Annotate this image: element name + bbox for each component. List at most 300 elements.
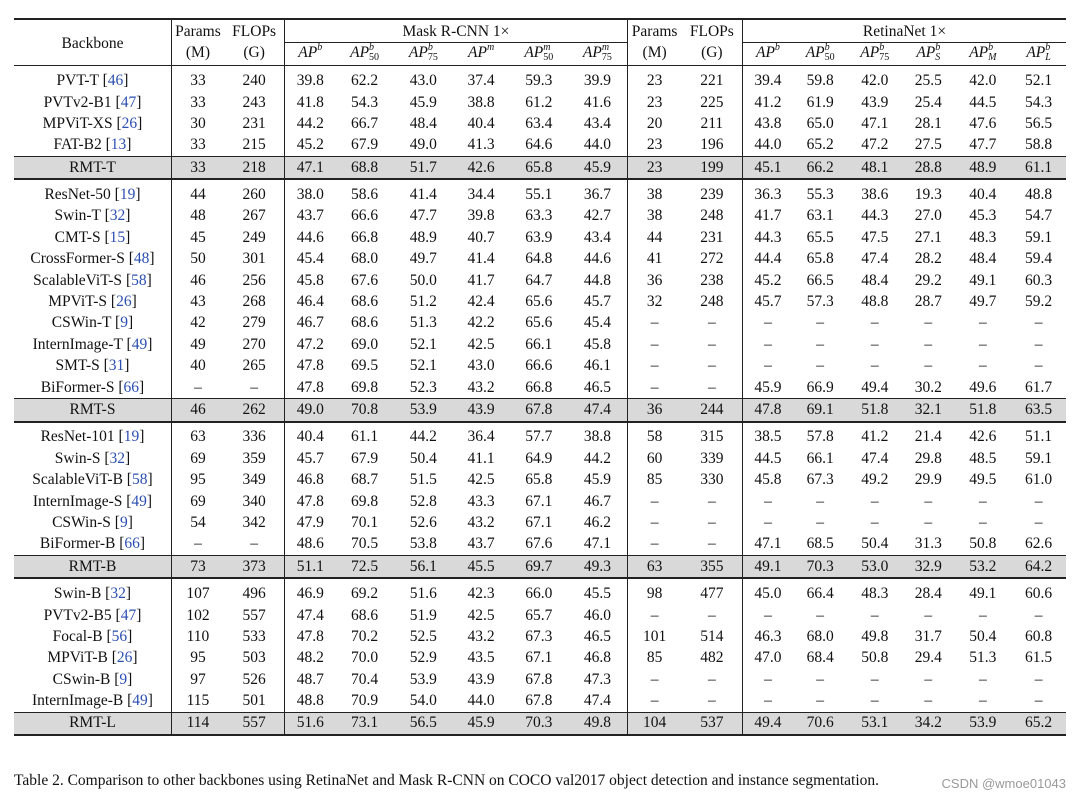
retina-metric-value: – bbox=[743, 356, 793, 377]
retina-metric-value: 60.6 bbox=[1011, 578, 1066, 604]
retina-metric-value: 42.6 bbox=[955, 422, 1012, 448]
retina-metric-value: 29.2 bbox=[914, 271, 942, 289]
mask-metric-value: 45.2 bbox=[285, 135, 335, 157]
params-mask: – bbox=[171, 377, 223, 399]
metric-sub: 50 bbox=[369, 52, 380, 64]
mask-metric-value: 45.8 bbox=[285, 270, 335, 291]
table-row bbox=[14, 377, 1066, 399]
retina-metric-value: 48.3 bbox=[969, 228, 997, 246]
table-row bbox=[14, 179, 1066, 205]
params-retina: – bbox=[627, 669, 682, 690]
retina-metric-value: – bbox=[743, 313, 793, 334]
mask-metric-value: 46.2 bbox=[583, 513, 611, 531]
flops-retina: – bbox=[707, 692, 716, 710]
flops-retina: – bbox=[707, 378, 716, 396]
params-mask: 107 bbox=[171, 578, 223, 604]
flops-retina: 272 bbox=[700, 250, 724, 268]
ours-row bbox=[14, 157, 1066, 180]
retina-metric-value: 54.3 bbox=[1025, 93, 1053, 111]
mask-metric-value: 47.3 bbox=[583, 670, 611, 688]
retina-metric-value: 70.6 bbox=[793, 712, 848, 735]
mask-metric-value: 43.2 bbox=[467, 513, 495, 531]
mask-metric-value: 41.3 bbox=[467, 136, 495, 154]
mask-metric-value: 41.4 bbox=[467, 250, 495, 268]
mask-metric-value: 43.7 bbox=[467, 535, 495, 553]
retina-metric-value: 57.3 bbox=[806, 293, 834, 311]
mask-metric-value: 45.5 bbox=[568, 578, 627, 604]
mask-metric-value: 54.3 bbox=[351, 93, 379, 111]
retina-metric-value: – bbox=[816, 335, 825, 353]
mask-metric-value: 67.8 bbox=[525, 692, 553, 710]
mask-metric-value: 64.7 bbox=[525, 271, 553, 289]
backbone-label: CrossFormer-S bbox=[30, 250, 125, 268]
citation-link[interactable]: 47 bbox=[120, 606, 137, 624]
retina-metric-value: 52.1 bbox=[1025, 72, 1053, 90]
citation-link[interactable]: 19 bbox=[123, 428, 140, 446]
ours-row bbox=[14, 399, 1066, 422]
results-table bbox=[14, 18, 1066, 736]
citation-link[interactable]: 49 bbox=[132, 692, 148, 710]
mask-metric-value: 68.7 bbox=[351, 471, 379, 489]
mask-metric-value: 43.2 bbox=[467, 627, 495, 645]
retina-metric-value: 51.8 bbox=[955, 399, 1012, 422]
retina-metric-value: – bbox=[743, 512, 793, 533]
mask-metric-value: 69.5 bbox=[351, 357, 379, 375]
mask-metric-value: 46.7 bbox=[285, 313, 335, 334]
retina-metric-value: 66.9 bbox=[806, 378, 834, 396]
backbone-name: ScalableViT-B [58] bbox=[32, 471, 153, 489]
mask-metric-value: 51.6 bbox=[285, 712, 335, 735]
backbone-group bbox=[14, 179, 1066, 421]
table-row bbox=[14, 626, 1066, 647]
mask-metric-value: 47.2 bbox=[285, 334, 335, 355]
backbone-name: BiFormer-S [66] bbox=[40, 378, 145, 396]
retina-metric-value: – bbox=[743, 690, 793, 712]
retina-metric-value: 68.4 bbox=[806, 649, 834, 667]
mask-metric-value: 43.2 bbox=[467, 378, 495, 396]
backbone-name: PVTv2-B5 [47] bbox=[43, 606, 142, 624]
retina-metric-value: 48.5 bbox=[969, 449, 997, 467]
retina-metric-value: 38.6 bbox=[847, 179, 902, 205]
retina-metric-value: 61.0 bbox=[1025, 471, 1053, 489]
table-row bbox=[14, 648, 1066, 669]
mask-metric-value: 42.4 bbox=[467, 293, 495, 311]
flops-mask: 215 bbox=[242, 136, 266, 154]
metric-base: AP bbox=[298, 44, 318, 61]
retina-metric-value: 27.5 bbox=[914, 136, 942, 154]
citation-link[interactable]: 32 bbox=[109, 207, 126, 225]
params-mask: 33 bbox=[171, 92, 223, 113]
citation-link[interactable]: 9 bbox=[119, 670, 128, 688]
params-mask: 73 bbox=[171, 556, 223, 579]
backbone-label: Focal-B bbox=[52, 627, 103, 645]
params-retina: 58 bbox=[627, 422, 682, 448]
params-mask: 30 bbox=[171, 113, 223, 134]
mask-metric-value: 41.6 bbox=[583, 93, 611, 111]
mask-metric-value: 63.3 bbox=[525, 207, 553, 225]
params-retina: – bbox=[627, 334, 682, 355]
metric-sup: b bbox=[824, 42, 830, 54]
backbone-header: Backbone bbox=[14, 19, 171, 66]
flops-mask: 557 bbox=[242, 606, 266, 624]
backbone-name bbox=[14, 556, 171, 579]
params-mask: – bbox=[171, 534, 223, 556]
mask-metric-value: 46.9 bbox=[285, 578, 335, 604]
mask-metric-value: 43.4 bbox=[583, 228, 611, 246]
retina-metric-value: 49.2 bbox=[861, 471, 889, 489]
mask-metric-value: 52.1 bbox=[409, 357, 437, 375]
params-mask: 44 bbox=[171, 179, 223, 205]
mask-metric-value: 48.9 bbox=[409, 228, 437, 246]
mask-metric-value: 41.7 bbox=[467, 271, 495, 289]
params-retina: 41 bbox=[627, 249, 682, 270]
mask-metric-value: 44.2 bbox=[394, 422, 453, 448]
mask-metric-value: 65.6 bbox=[525, 293, 553, 311]
backbone-label: Swin-B bbox=[53, 585, 102, 603]
mask-metric-value: 70.5 bbox=[351, 535, 379, 553]
retina-metric-value: 54.7 bbox=[1025, 207, 1053, 225]
mask-metric-value: 51.6 bbox=[394, 578, 453, 604]
retina-metric-value: 44.5 bbox=[743, 448, 793, 469]
mask-metric-value: 44.0 bbox=[583, 136, 611, 154]
citation-link[interactable]: 58 bbox=[131, 271, 147, 289]
retina-metric-value: 59.1 bbox=[1025, 449, 1053, 467]
retina-metric-value: – bbox=[816, 692, 825, 710]
backbone-name: InternImage-T [49] bbox=[32, 335, 153, 353]
mask-metric-value: 47.4 bbox=[285, 605, 335, 626]
mask-metric-value: 55.1 bbox=[509, 179, 568, 205]
retina-metric-value: 45.8 bbox=[743, 469, 793, 490]
retina-metric-value: – bbox=[978, 335, 987, 353]
flops-mask: 218 bbox=[224, 157, 285, 180]
retina-metric-value: 43.9 bbox=[861, 93, 889, 111]
citation-link[interactable]: 49 bbox=[131, 492, 147, 510]
metric-sup: b bbox=[1045, 42, 1051, 54]
params-retina: 38 bbox=[627, 179, 682, 205]
metric-sub: M bbox=[988, 52, 997, 64]
mask-metric-value: 45.9 bbox=[568, 157, 627, 180]
backbone-label: PVTv2-B1 bbox=[43, 93, 112, 111]
mask-metric-value: 52.6 bbox=[409, 513, 437, 531]
retina-metric-value: 66.4 bbox=[793, 578, 848, 604]
mask-metric-value: 51.9 bbox=[409, 606, 437, 624]
retina-metric-value: – bbox=[924, 692, 933, 710]
retina-metric-value: – bbox=[816, 670, 825, 688]
params-mask: 46 bbox=[171, 399, 223, 422]
backbone-label: PVT-T bbox=[56, 72, 99, 90]
mask-metric-value: 66.0 bbox=[509, 578, 568, 604]
citation-link[interactable]: 9 bbox=[120, 314, 128, 332]
mask-metric-value: 67.6 bbox=[525, 535, 553, 553]
table-row bbox=[14, 690, 1066, 712]
retina-metric-value: 68.0 bbox=[806, 627, 834, 645]
flops-mask: – bbox=[250, 378, 258, 396]
params-mask: 46 bbox=[171, 270, 223, 291]
mask-metric-header bbox=[335, 43, 394, 66]
mask-metric-value: 64.6 bbox=[525, 136, 553, 154]
retina-metric-value: 49.8 bbox=[861, 627, 889, 645]
citation-link[interactable]: 9 bbox=[119, 513, 128, 531]
metric-sup: b bbox=[988, 42, 994, 54]
retina-metric-value: 48.9 bbox=[955, 157, 1012, 180]
params-retina: 63 bbox=[627, 556, 682, 579]
mask-metric-value: 67.1 bbox=[525, 513, 553, 531]
retina-metric-value: 68.5 bbox=[806, 535, 834, 553]
flops-header-mask: FLOPs bbox=[224, 19, 285, 43]
flops-mask: 349 bbox=[242, 471, 266, 489]
retina-metric-value: 51.8 bbox=[847, 399, 902, 422]
backbone-name: ScalableViT-S [58] bbox=[33, 271, 152, 289]
retina-metric-value: 46.3 bbox=[743, 626, 793, 647]
params-retina: – bbox=[627, 605, 682, 626]
table-row bbox=[14, 291, 1066, 312]
retina-metric-header bbox=[743, 43, 793, 66]
mask-metric-value: 46.7 bbox=[583, 492, 611, 510]
citation-link[interactable]: 13 bbox=[110, 136, 127, 154]
params-retina: – bbox=[627, 512, 682, 533]
mask-metric-value: 42.5 bbox=[467, 471, 495, 489]
backbone-label: RMT-S bbox=[69, 400, 116, 418]
metric-sub: L bbox=[1045, 52, 1051, 64]
retina-metric-value: 49.5 bbox=[969, 471, 997, 489]
retina-metric-value: – bbox=[1034, 670, 1043, 688]
mask-metric-value: 67.1 bbox=[525, 492, 553, 510]
citation-link[interactable]: 19 bbox=[119, 186, 136, 204]
mask-metric-value: 51.7 bbox=[394, 157, 453, 180]
mask-metric-value: 49.0 bbox=[285, 399, 335, 422]
mask-metric-value: 69.0 bbox=[351, 335, 379, 353]
retina-metric-value: – bbox=[870, 606, 879, 624]
citation-link[interactable]: 58 bbox=[131, 471, 148, 489]
mask-metric-value: 66.6 bbox=[525, 357, 553, 375]
flops-retina: 225 bbox=[700, 93, 724, 111]
mask-metric-value: 66.6 bbox=[351, 207, 379, 225]
mask-metric-value: 46.0 bbox=[583, 606, 611, 624]
retina-metric-value: – bbox=[743, 491, 793, 512]
retina-metric-value: 47.1 bbox=[861, 114, 889, 132]
backbone-name: ResNet-101 [19] bbox=[14, 422, 171, 448]
retina-metric-value: 44.3 bbox=[743, 227, 793, 248]
mask-metric-value: 61.1 bbox=[335, 422, 394, 448]
retina-metric-value: 47.2 bbox=[861, 136, 889, 154]
retina-metric-value: 48.8 bbox=[861, 293, 889, 311]
mask-metric-value: 67.3 bbox=[525, 627, 553, 645]
citation-link[interactable]: 48 bbox=[133, 250, 150, 268]
mask-metric-value: 43.0 bbox=[409, 72, 437, 90]
retina-metric-value: – bbox=[816, 492, 825, 510]
retina-metric-value: 63.1 bbox=[806, 207, 834, 225]
mask-metric-value: 46.1 bbox=[583, 357, 611, 375]
retina-metric-value: 59.2 bbox=[1025, 293, 1053, 311]
retina-metric-value: – bbox=[978, 492, 987, 510]
retina-metric-value: – bbox=[924, 606, 933, 624]
citation-link[interactable]: 47 bbox=[120, 93, 137, 111]
flops-mask: 268 bbox=[242, 293, 266, 311]
mask-metric-value: 39.8 bbox=[285, 66, 335, 92]
mask-metric-value: 67.1 bbox=[525, 649, 553, 667]
citation-link[interactable]: 46 bbox=[107, 72, 124, 90]
retina-metric-value: 53.1 bbox=[847, 712, 902, 735]
retina-metric-value: 47.5 bbox=[861, 228, 889, 246]
backbone-label: SMT-S bbox=[55, 357, 100, 375]
flops-retina: 238 bbox=[700, 271, 724, 289]
params-retina: 38 bbox=[627, 206, 682, 227]
metric-base: AP bbox=[1026, 44, 1046, 61]
retina-metric-value: 44.5 bbox=[969, 93, 997, 111]
retina-metric-value: 61.9 bbox=[806, 93, 834, 111]
retina-metric-value: 43.8 bbox=[743, 113, 793, 134]
mask-metric-value: 44.2 bbox=[285, 113, 335, 134]
mask-metric-value: 64.8 bbox=[525, 250, 553, 268]
mask-metric-value: 69.2 bbox=[335, 578, 394, 604]
retina-metric-header bbox=[847, 43, 902, 66]
citation-link[interactable]: 56 bbox=[111, 627, 128, 645]
flops-retina: – bbox=[707, 357, 716, 375]
mask-metric-value: 67.6 bbox=[351, 271, 379, 289]
mask-metric-value: 45.4 bbox=[285, 249, 335, 270]
flops-mask: 260 bbox=[224, 179, 285, 205]
flops-retina: – bbox=[707, 492, 716, 510]
mask-metric-value: 47.8 bbox=[285, 356, 335, 377]
flops-retina: 330 bbox=[700, 471, 724, 489]
mask-metric-value: 51.3 bbox=[409, 314, 437, 332]
backbone-name: CSwin-B [9] bbox=[52, 670, 133, 688]
table-row bbox=[14, 534, 1066, 556]
table-row bbox=[14, 206, 1066, 227]
retina-metric-value: – bbox=[870, 314, 879, 332]
mask-metric-value: 45.7 bbox=[583, 293, 611, 311]
citation-link[interactable]: 26 bbox=[116, 649, 133, 667]
retina-metric-value: 38.5 bbox=[743, 422, 793, 448]
retina-metric-value: 45.9 bbox=[743, 377, 793, 399]
retina-metric-value: 61.5 bbox=[1025, 649, 1053, 667]
table-row bbox=[14, 135, 1066, 157]
citation-link[interactable]: 66 bbox=[124, 535, 140, 553]
citation-link[interactable]: 32 bbox=[109, 449, 125, 467]
retina-metric-value: 49.6 bbox=[969, 378, 997, 396]
mask-metric-value: 66.1 bbox=[525, 335, 553, 353]
mask-metric-value: 64.9 bbox=[525, 449, 553, 467]
params-retina: 23 bbox=[627, 135, 682, 157]
mask-metric-value: 70.4 bbox=[351, 670, 379, 688]
mask-metric-value: 42.7 bbox=[583, 207, 611, 225]
mask-metric-value: 45.9 bbox=[583, 471, 611, 489]
mask-metric-value: 43.3 bbox=[467, 492, 495, 510]
flops-mask: 231 bbox=[242, 114, 266, 132]
retina-metric-value: 31.7 bbox=[914, 627, 942, 645]
backbone-name: SMT-S [31] bbox=[55, 357, 130, 375]
citation-link[interactable]: 49 bbox=[131, 335, 148, 353]
table-row bbox=[14, 92, 1066, 113]
retina-metric-value: 53.9 bbox=[955, 712, 1012, 735]
mask-metric-value: 65.8 bbox=[509, 157, 568, 180]
params-mask: 33 bbox=[171, 66, 223, 92]
mask-metric-value: 42.6 bbox=[453, 157, 510, 180]
flops-retina: 231 bbox=[700, 228, 724, 246]
metric-sup: b bbox=[774, 42, 780, 54]
watermark: CSDN @wmoe01043 bbox=[941, 776, 1066, 791]
mask-metric-header bbox=[394, 43, 453, 66]
mask-metric-value: 47.8 bbox=[285, 626, 335, 647]
retina-metric-value: 48.4 bbox=[969, 250, 997, 268]
params-retina: 85 bbox=[627, 469, 682, 490]
backbone-label: InternImage-T bbox=[32, 335, 123, 353]
params-header-retina: Params bbox=[627, 19, 682, 43]
params-mask: 49 bbox=[171, 334, 223, 355]
flops-mask: 249 bbox=[242, 228, 266, 246]
mask-metric-value: 40.7 bbox=[467, 228, 495, 246]
mask-metric-header bbox=[453, 43, 510, 66]
params-retina: 36 bbox=[627, 399, 682, 422]
metric-sup: b bbox=[935, 42, 941, 54]
retina-metric-value: 70.3 bbox=[793, 556, 848, 579]
citation-link[interactable]: 26 bbox=[121, 114, 138, 132]
params-retina: 104 bbox=[627, 712, 682, 735]
retina-metric-value: 59.8 bbox=[806, 72, 834, 90]
citation-link[interactable]: 32 bbox=[110, 585, 126, 603]
metric-sub bbox=[487, 53, 494, 63]
flops-retina: 315 bbox=[682, 422, 743, 448]
backbone-label: ResNet-101 bbox=[40, 428, 115, 446]
table-row bbox=[14, 227, 1066, 248]
flops-retina: – bbox=[707, 670, 716, 688]
citation-link[interactable]: 31 bbox=[108, 357, 125, 375]
retina-metric-value: – bbox=[1034, 692, 1043, 710]
flops-mask: 267 bbox=[242, 207, 266, 225]
retina-metric-value: 59.4 bbox=[1025, 250, 1053, 268]
retina-metric-value: – bbox=[978, 692, 987, 710]
mask-metric-value: 47.4 bbox=[583, 692, 611, 710]
retina-metric-value: 30.2 bbox=[914, 378, 942, 396]
retina-metric-value: – bbox=[816, 513, 825, 531]
retina-metric-value: 47.6 bbox=[969, 114, 997, 132]
mask-metric-value: 65.8 bbox=[525, 471, 553, 489]
retina-metric-value: 47.0 bbox=[743, 648, 793, 669]
retina-metric-value: 44.4 bbox=[743, 249, 793, 270]
retina-metric-value: 29.4 bbox=[914, 649, 942, 667]
table-row bbox=[14, 113, 1066, 134]
flops-mask: 265 bbox=[242, 357, 266, 375]
retina-metric-value: 47.4 bbox=[861, 250, 889, 268]
retina-metric-value: 58.8 bbox=[1025, 136, 1053, 154]
mask-metric-value: 45.5 bbox=[453, 556, 510, 579]
table-row bbox=[14, 669, 1066, 690]
mask-metric-value: 42.2 bbox=[467, 314, 495, 332]
params-mask: 63 bbox=[171, 422, 223, 448]
citation-link[interactable]: 15 bbox=[109, 228, 126, 246]
retina-metric-value: 25.4 bbox=[914, 93, 942, 111]
mask-metric-value: 68.6 bbox=[351, 314, 379, 332]
mask-metric-value: 36.7 bbox=[568, 179, 627, 205]
mask-metric-value: 70.9 bbox=[351, 692, 379, 710]
metric-base: AP bbox=[582, 44, 602, 61]
citation-link[interactable]: 66 bbox=[123, 378, 140, 396]
mask-metric-value: 45.8 bbox=[583, 335, 611, 353]
flops-mask: 557 bbox=[224, 712, 285, 735]
backbone-label: PVTv2-B5 bbox=[43, 606, 112, 624]
backbone-name bbox=[14, 399, 171, 422]
retina-metric-value: 41.2 bbox=[847, 422, 902, 448]
metric-base: AP bbox=[408, 44, 428, 61]
flops-mask: 262 bbox=[224, 399, 285, 422]
retina-metric-value: – bbox=[924, 492, 933, 510]
mask-metric-value: 41.8 bbox=[285, 92, 335, 113]
metric-sup: b bbox=[879, 42, 885, 54]
mask-metric-value: 41.1 bbox=[467, 449, 495, 467]
params-retina: 98 bbox=[627, 578, 682, 604]
citation-link[interactable]: 26 bbox=[116, 293, 132, 311]
backbone-name: PVT-T [46] bbox=[56, 72, 129, 90]
